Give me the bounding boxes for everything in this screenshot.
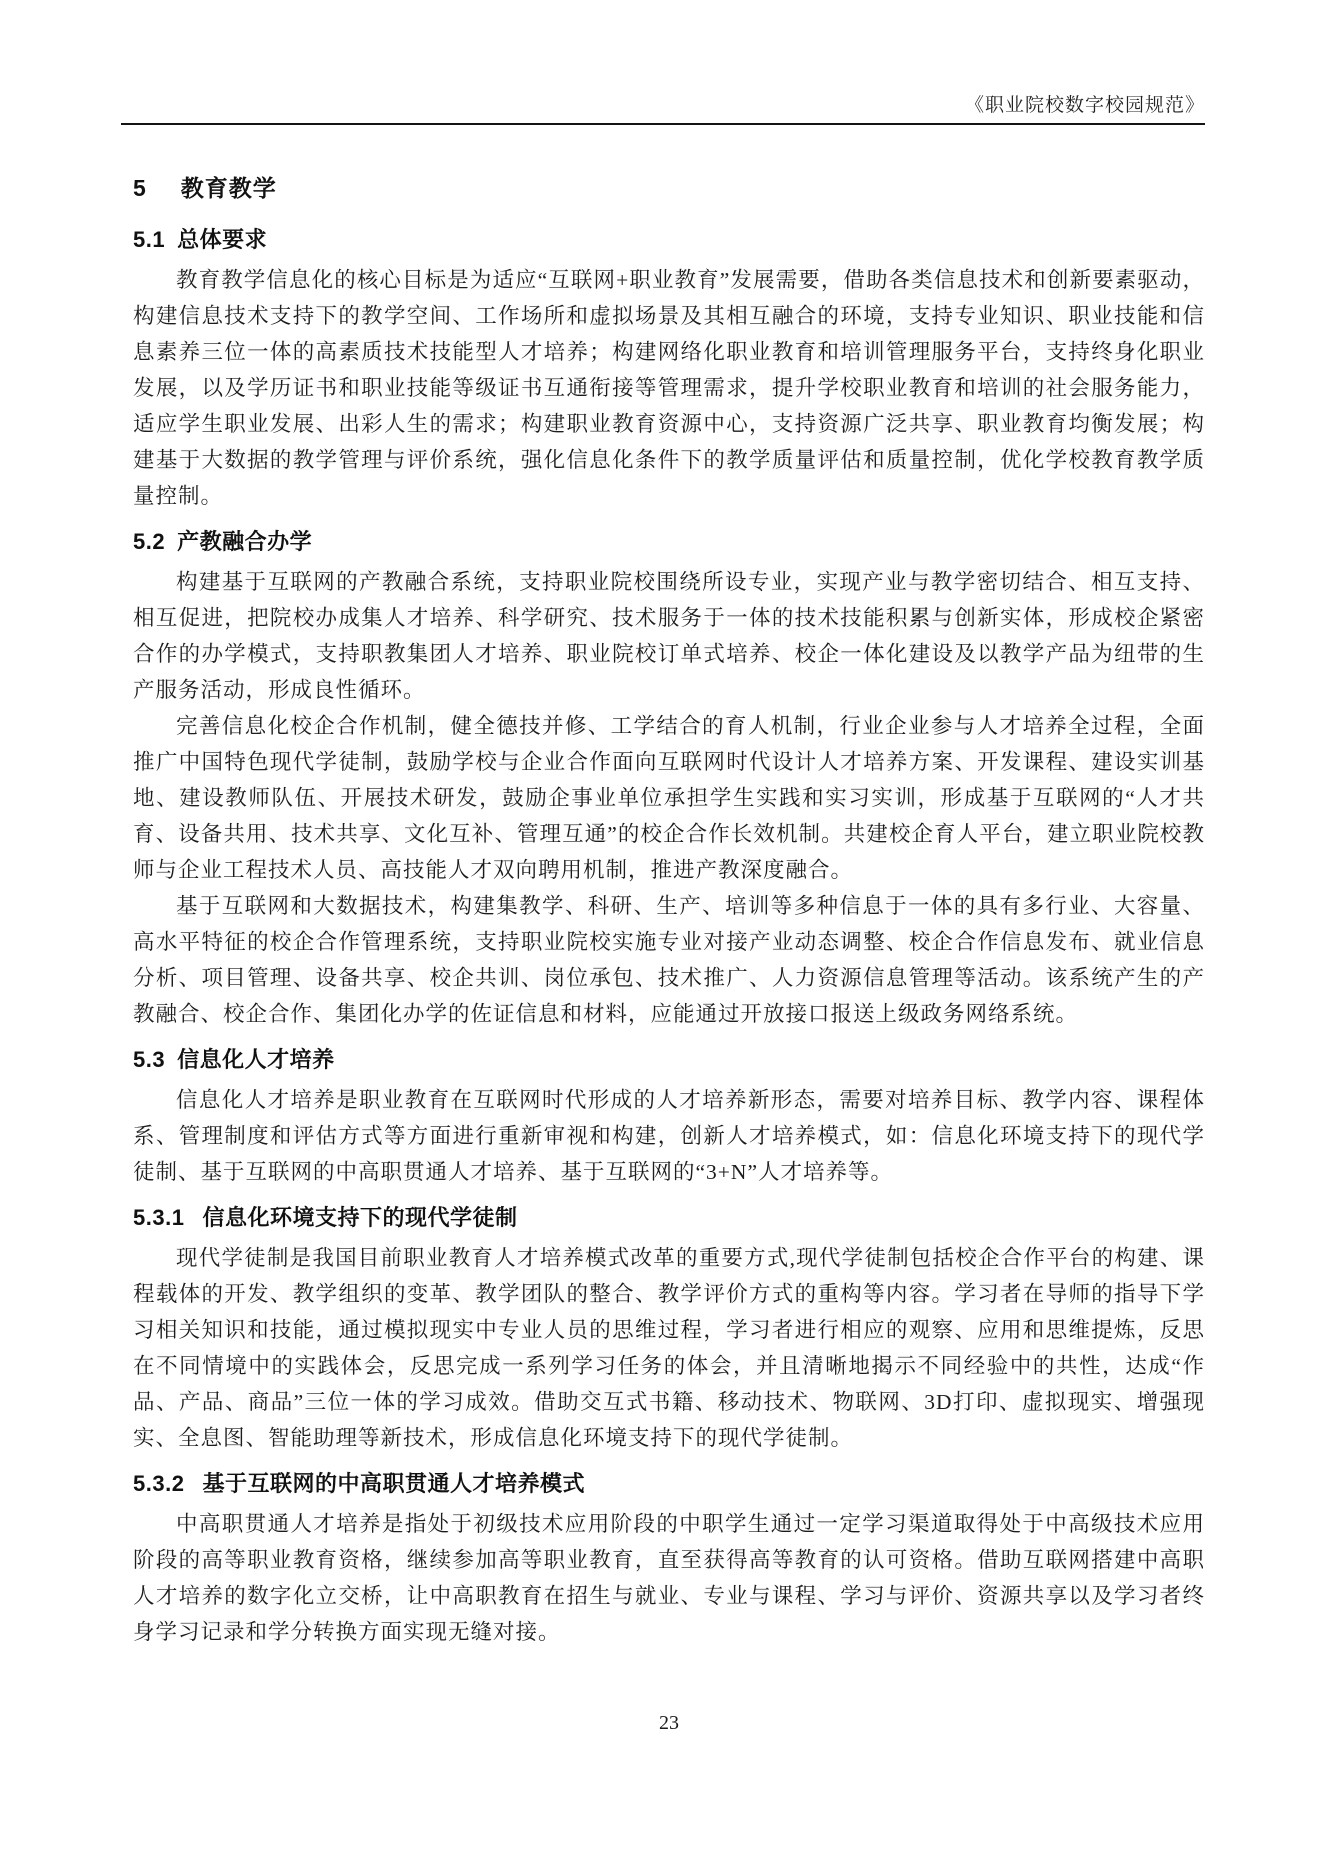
- page-number: 23: [659, 1712, 679, 1734]
- heading-number: 5.2: [133, 529, 166, 554]
- heading-number: 5.3: [133, 1047, 166, 1072]
- section-heading-5-3-1: [133, 1204, 1205, 1232]
- heading-title: 信息化人才培养: [177, 1047, 335, 1072]
- paragraph: 基于互联网和大数据技术，构建集教学、科研、生产、培训等多种信息于一体的具有多行业、大容量、高水平特征的校企合作管理系统，支持职业院校实施专业对接产业动态调整、校企合作信息发布、就业信息分析、项目管理、设备共享、校企共训、岗位承包、技术推广、人力资源信息管理等活动。该系统产生的产教融合、校企合作、集团化办学的佐证信息和材料，应能通过开放接口报送上级政务网络系统。: [133, 894, 1205, 1026]
- header-rule: [121, 123, 1205, 125]
- heading-title: 信息化环境支持下的现代学徒制: [202, 1205, 518, 1230]
- doc-header-title: 《职业院校数字校园规范》: [964, 95, 1205, 116]
- document-body: [133, 174, 1205, 1650]
- section-heading-5-1: [133, 226, 1205, 254]
- heading-number: 5.1: [133, 227, 166, 252]
- paragraph: 教育教学信息化的核心目标是为适应“互联网+职业教育”发展需要，借助各类信息技术和创新要素驱动，构建信息技术支持下的教学空间、工作场所和虚拟场景及其相互融合的环境，支持专业知识、职业技能和信息素养三位一体的高素质技术技能型人才培养；构建网络化职业教育和培训管理服务平台，支持终身化职业发展，以及学历证书和职业技能等级证书互通衔接等管理需求，提升学校职业教育和培训的社会服务能力，适应学生职业发展、出彩人生的需求；构建职业教育资源中心，支持资源广泛共享、职业教育均衡发展；构建基于大数据的教学管理与评价系统，强化信息化条件下的教学质量评估和质量控制，优化学校教育教学质量控制。: [133, 268, 1205, 508]
- heading-number: 5.3.1: [133, 1205, 185, 1230]
- paragraph: 中高职贯通人才培养是指处于初级技术应用阶段的中职学生通过一定学习渠道取得处于中高级技术应用阶段的高等职业教育资格，继续参加高等职业教育，直至获得高等教育的认可资格。借助互联网搭建中高职人才培养的数字化立交桥，让中高职教育在招生与就业、专业与课程、学习与评价、资源共享以及学习者终身学习记录和学分转换方面实现无缝对接。: [133, 1512, 1205, 1644]
- section-heading-5-3-2: [133, 1470, 1205, 1498]
- heading-title: 基于互联网的中高职贯通人才培养模式: [202, 1471, 585, 1496]
- paragraph: 构建基于互联网的产教融合系统，支持职业院校围绕所设专业，实现产业与教学密切结合、相互支持、相互促进，把院校办成集人才培养、科学研究、技术服务于一体的技术技能积累与创新实体，形成校企紧密合作的办学模式，支持职教集团人才培养、职业院校订单式培养、校企一体化建设及以教学产品为纽带的生产服务活动，形成良性循环。: [133, 570, 1205, 702]
- heading-number: 5: [133, 175, 147, 201]
- section-heading-5: [133, 174, 1205, 202]
- section-heading-5-2: [133, 528, 1205, 556]
- heading-title: 教育教学: [180, 175, 277, 201]
- heading-number: 5.3.2: [133, 1471, 185, 1496]
- section-heading-5-3: [133, 1046, 1205, 1074]
- paragraph: 现代学徒制是我国目前职业教育人才培养模式改革的重要方式,现代学徒制包括校企合作平台的构建、课程载体的开发、教学组织的变革、教学团队的整合、教学评价方式的重构等内容。学习者在导师的指导下学习相关知识和技能，通过模拟现实中专业人员的思维过程，学习者进行相应的观察、应用和思维提炼，反思在不同情境中的实践体会，反思完成一系列学习任务的体会，并且清晰地揭示不同经验中的共性，达成“作品、产品、商品”三位一体的学习成效。借助交互式书籍、移动技术、物联网、3D打印、虚拟现实、增强现实、全息图、智能助理等新技术，形成信息化环境支持下的现代学徒制。: [133, 1246, 1205, 1450]
- heading-title: 产教融合办学: [177, 529, 313, 554]
- paragraph: 信息化人才培养是职业教育在互联网时代形成的人才培养新形态，需要对培养目标、教学内容、课程体系、管理制度和评估方式等方面进行重新审视和构建，创新人才培养模式，如：信息化环境支持下的现代学徒制、基于互联网的中高职贯通人才培养、基于互联网的“3+N”人才培养等。: [133, 1088, 1205, 1184]
- paragraph: 完善信息化校企合作机制，健全德技并修、工学结合的育人机制，行业企业参与人才培养全过程，全面推广中国特色现代学徒制，鼓励学校与企业合作面向互联网时代设计人才培养方案、开发课程、建设实训基地、建设教师队伍、开展技术研发，鼓励企事业单位承担学生实践和实习实训，形成基于互联网的“人才共育、设备共用、技术共享、文化互补、管理互通”的校企合作长效机制。共建校企育人平台，建立职业院校教师与企业工程技术人员、高技能人才双向聘用机制，推进产教深度融合。: [133, 714, 1205, 882]
- heading-title: 总体要求: [177, 227, 268, 252]
